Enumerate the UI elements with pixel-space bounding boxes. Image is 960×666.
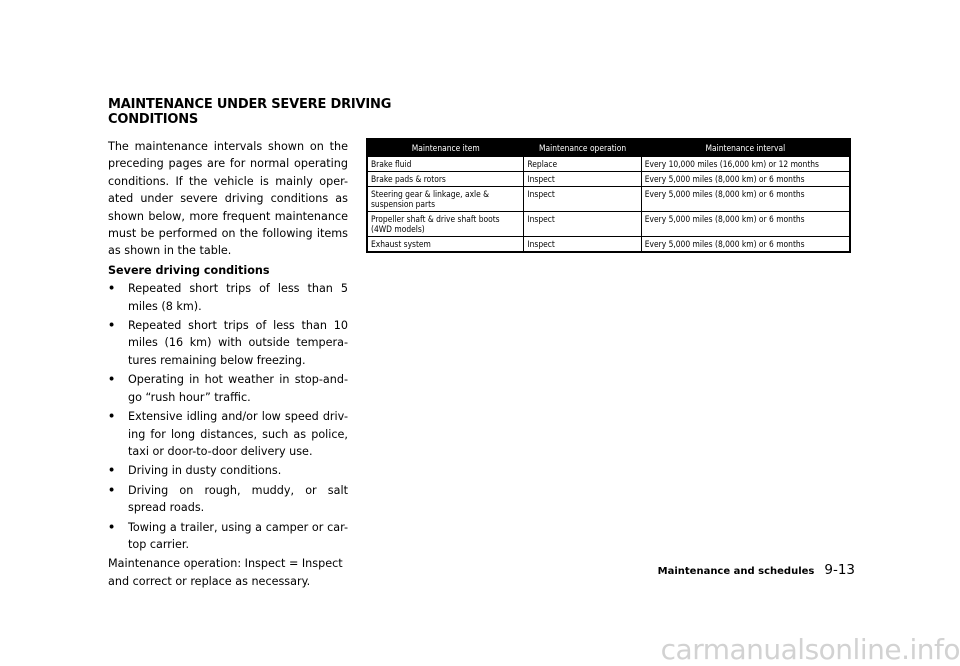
- table-row: [367, 157, 850, 172]
- section-heading: [108, 97, 392, 127]
- cell-interval: Every 5,000 miles (8,000 km) or 6 months: [641, 212, 850, 237]
- cell-interval: Every 5,000 miles (8,000 km) or 6 months: [641, 187, 850, 212]
- list-item: [108, 371, 348, 406]
- list-item-text: Operating in hot weather in stop-and-go “rush hour” traffic.: [128, 373, 348, 404]
- section-heading-line-1: MAINTENANCE UNDER SEVERE DRIVING: [108, 97, 392, 112]
- severe-conditions-list: [108, 280, 348, 553]
- list-item-text: Extensive idling and/or low speed driv-ing for long distances, such as police, taxi or door-to-door delivery use.: [128, 410, 348, 458]
- cell-interval: Every 5,000 miles (8,000 km) or 6 months: [641, 237, 850, 253]
- section-heading-line-2: CONDITIONS: [108, 112, 199, 127]
- maintenance-operation-note: Maintenance operation: Inspect = Inspect and correct or replace as necessary.: [108, 557, 343, 588]
- bullet-icon: •: [108, 319, 116, 333]
- column-header-operation: Maintenance operation: [524, 139, 641, 157]
- left-column: [108, 138, 348, 590]
- cell-item: Propeller shaft & drive shaft boots (4WD models): [367, 212, 524, 237]
- watermark: carmanualsonline.info: [660, 633, 960, 666]
- severe-conditions-subheading: Severe driving conditions: [108, 263, 270, 277]
- bullet-icon: •: [108, 282, 116, 296]
- list-item: [108, 408, 348, 460]
- page-number: 9-13: [824, 562, 855, 578]
- list-item-text: Repeated short trips of less than 5 miles (8 km).: [128, 282, 348, 313]
- cell-interval: Every 10,000 miles (16,000 km) or 12 months: [641, 157, 850, 172]
- cell-operation: Inspect: [524, 212, 641, 237]
- bullet-icon: •: [108, 464, 116, 478]
- table-row: [367, 212, 850, 237]
- cell-item: Brake pads & rotors: [367, 172, 524, 187]
- table-header-row: [367, 139, 850, 157]
- table-row: [367, 237, 850, 253]
- bullet-icon: •: [108, 520, 116, 534]
- cell-operation: Inspect: [524, 187, 641, 212]
- severe-maintenance-table: [366, 138, 851, 253]
- cell-item: Exhaust system: [367, 237, 524, 253]
- bullet-icon: •: [108, 410, 116, 424]
- page-footer: [658, 562, 855, 578]
- list-item-text: Driving on rough, muddy, or salt spread roads.: [128, 483, 348, 515]
- table-row: [367, 172, 850, 187]
- list-item: [108, 519, 348, 554]
- cell-operation: Inspect: [524, 237, 641, 253]
- cell-operation: Inspect: [524, 172, 641, 187]
- bullet-icon: •: [108, 483, 116, 497]
- list-item: [108, 280, 348, 315]
- cell-operation: Replace: [524, 157, 641, 172]
- column-header-interval: Maintenance interval: [641, 139, 850, 157]
- column-header-item: Maintenance item: [367, 139, 524, 157]
- intro-paragraph: The maintenance intervals shown on the preceding pages are for normal operating conditions. If the vehicle is mainly oper-ated under severe driving conditions as shown below, more frequent maintenance must be performed on the following items as shown in the table.: [108, 140, 348, 258]
- list-item-text: Repeated short trips of less than 10 miles (16 km) with outside tempera-tures remaining below freezing.: [128, 319, 348, 367]
- list-item-text: Driving in dusty conditions.: [128, 464, 282, 478]
- footer-section-title: Maintenance and schedules: [657, 566, 815, 577]
- cell-item: Steering gear & linkage, axle & suspension parts: [367, 187, 524, 212]
- table-row: [367, 187, 850, 212]
- list-item: [108, 462, 348, 479]
- table-body: [367, 157, 850, 253]
- cell-item: Brake fluid: [367, 157, 524, 172]
- list-item: [108, 317, 348, 369]
- bullet-icon: •: [108, 373, 116, 387]
- list-item: [108, 482, 348, 517]
- list-item-text: Towing a trailer, using a camper or car-top carrier.: [128, 520, 348, 551]
- cell-interval: Every 5,000 miles (8,000 km) or 6 months: [641, 172, 850, 187]
